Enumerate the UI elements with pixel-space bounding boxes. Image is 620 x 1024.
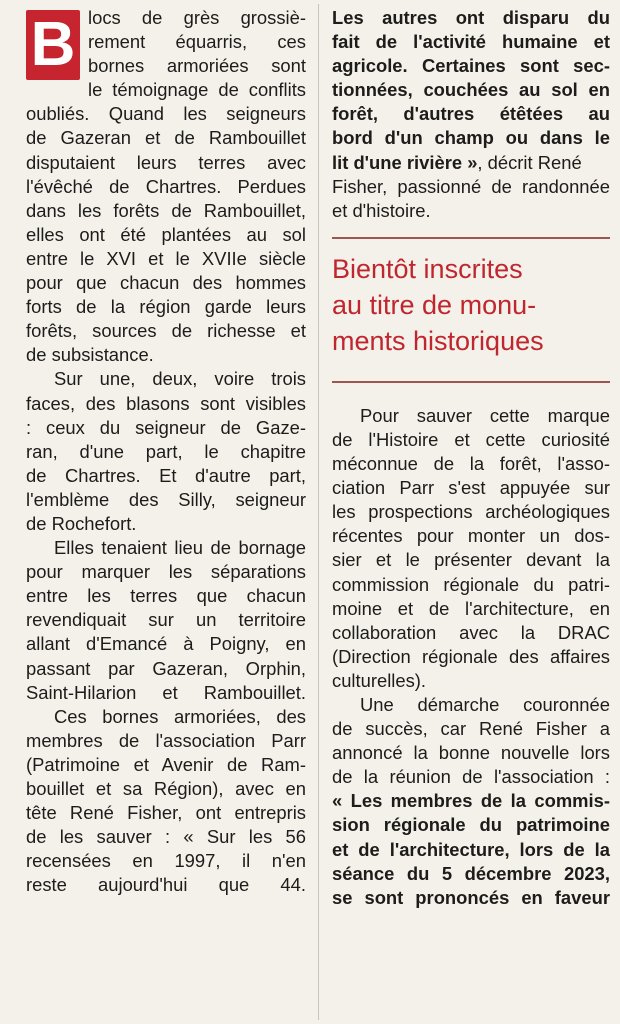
- heading-rule-top: [332, 237, 610, 239]
- text-line: disputaient leurs terres avec: [26, 151, 306, 173]
- text-line: se sont prononcés en faveur: [332, 886, 610, 908]
- text-line: de l'Histoire et cette curiosité: [332, 428, 610, 450]
- text-line: tête René Fisher, ont entrepris: [26, 802, 306, 824]
- text-line: et de l'architecture, lors de la: [332, 838, 610, 860]
- text-line: Ces bornes armoriées, des: [54, 705, 306, 727]
- text-line: Saint-Hilarion et Rambouillet.: [26, 681, 306, 703]
- text-line: bornes armoriées sont: [88, 55, 306, 77]
- text-line: entre le XVI et le XVIIe siècle: [26, 247, 306, 269]
- paragraph-6: [332, 693, 610, 789]
- text-line: annoncé la bonne nouvelle lors: [332, 742, 610, 764]
- text-line: Fisher, passionné de randonnée: [332, 175, 610, 197]
- text-line: de les sauver : « Sur les 56: [26, 826, 306, 848]
- paragraph-3: [26, 536, 306, 705]
- text-line: Les autres ont disparu du: [332, 7, 610, 28]
- text-line: fait de l'activité humaine et: [332, 31, 610, 53]
- right-column: [332, 6, 610, 910]
- text-line: agricole. Certaines sont sec-: [332, 55, 610, 77]
- text-line: bouillet et sa Région), avec en: [26, 778, 306, 799]
- text-line: elles ont été plantées au sol: [26, 223, 306, 245]
- heading-line: ments historiques: [332, 325, 544, 356]
- text-line: forêt, d'autres étêtées au: [332, 103, 610, 125]
- text-line: (Patrimoine et Avenir de Ram-: [26, 753, 306, 775]
- text-line: culturelles).: [332, 669, 427, 691]
- text-line: « Les membres de la commis-: [332, 790, 610, 812]
- text-line: tionnées, couchées au sol en: [332, 79, 610, 101]
- text-line: Sur une, deux, voire trois: [54, 368, 306, 390]
- text-line: l'évêché de Chartres. Perdues: [26, 175, 306, 197]
- text-line: allant d'Emancé à Poigny, en: [26, 633, 306, 655]
- paragraph-6-quote: [332, 789, 610, 909]
- heading-rule-bottom: [332, 381, 610, 383]
- text-line: entre les terres que chacun: [26, 585, 306, 607]
- text-line: de la réunion de l'association :: [332, 766, 610, 788]
- text-line: de subsistance.: [26, 344, 154, 366]
- column-divider: [318, 4, 319, 1020]
- text-line: membres de l'association Parr: [26, 729, 306, 751]
- paragraph-4: [26, 705, 306, 898]
- text-line: forêts, sources de richesse et: [26, 320, 306, 342]
- paragraph-5: [332, 404, 610, 693]
- text-line: faces, des blasons sont visibles: [26, 392, 306, 414]
- text-line: bord d'un champ ou dans le: [332, 127, 610, 149]
- text-line: passant par Gazeran, Orphin,: [26, 657, 306, 679]
- text-line: Elles tenaient lieu de bornage: [54, 537, 306, 559]
- text-line: les prospections archéologiques: [332, 501, 610, 523]
- text-line: revendiquait sur un territoire: [26, 609, 306, 631]
- heading-line: Bientôt inscrites: [332, 253, 523, 284]
- text-line: Pour sauver cette marque: [360, 404, 610, 426]
- quote-attribution-line: [332, 151, 610, 175]
- text-line: ran, d'une part, le chapitre: [26, 440, 306, 462]
- text-line: et d'histoire.: [332, 199, 431, 221]
- paragraph-2: [26, 367, 306, 536]
- text-line: pour que chacun des hommes: [26, 272, 306, 294]
- quote-continuation: [332, 6, 610, 151]
- text-line: le témoignage de conflits: [88, 79, 306, 101]
- text-line: reste aujourd'hui que 44.: [26, 874, 306, 896]
- text-line: : ceux du seigneur de Gaze-: [26, 416, 306, 438]
- text-line: de succès, car René Fisher a: [332, 718, 610, 740]
- text-line: ciation Parr s'est appuyée sur: [332, 477, 610, 499]
- text-line: dans les forêts de Rambouillet,: [26, 199, 306, 221]
- attribution-start: , décrit René: [477, 151, 582, 173]
- text-line: l'emblème des Silly, seigneur: [26, 488, 306, 510]
- text-line: de Chartres. Et d'autre part,: [26, 464, 306, 486]
- drop-cap: B: [26, 10, 80, 80]
- text-line: oubliés. Quand les seigneurs: [26, 103, 306, 125]
- text-line: recensées en 1997, il n'en: [26, 850, 306, 872]
- text-line: sion régionale du patrimoine: [332, 814, 610, 836]
- text-line: moine et de l'architecture, en: [332, 597, 610, 619]
- text-line: collaboration avec la DRAC: [332, 621, 610, 643]
- text-line: de Rochefort.: [26, 512, 137, 534]
- text-line: (Direction régionale des affaires: [332, 645, 610, 667]
- text-line: pour marquer les séparations: [26, 561, 306, 583]
- text-line: Une démarche couronnée: [360, 693, 610, 715]
- text-line: séance du 5 décembre 2023,: [332, 862, 610, 884]
- left-column: [26, 6, 306, 897]
- quote-end: lit d'une rivière »: [332, 151, 478, 173]
- text-line: commission régionale du patri-: [332, 573, 610, 595]
- heading-line: au titre de monu-: [332, 289, 537, 320]
- text-line: méconnue de la forêt, l'asso-: [332, 453, 610, 475]
- text-line: sier et le présenter devant la: [332, 549, 610, 571]
- text-line: rement équarris, ces: [88, 31, 306, 53]
- text-line: récentes pour monter un dos-: [332, 525, 610, 547]
- attribution-text: [332, 175, 610, 223]
- text-line: locs de grès grossiè-: [88, 7, 306, 28]
- section-heading: [332, 251, 610, 359]
- opening-paragraph: [26, 6, 306, 367]
- text-line: forts de la région garde leurs: [26, 296, 306, 318]
- text-line: de Gazeran et de Rambouillet: [26, 127, 306, 149]
